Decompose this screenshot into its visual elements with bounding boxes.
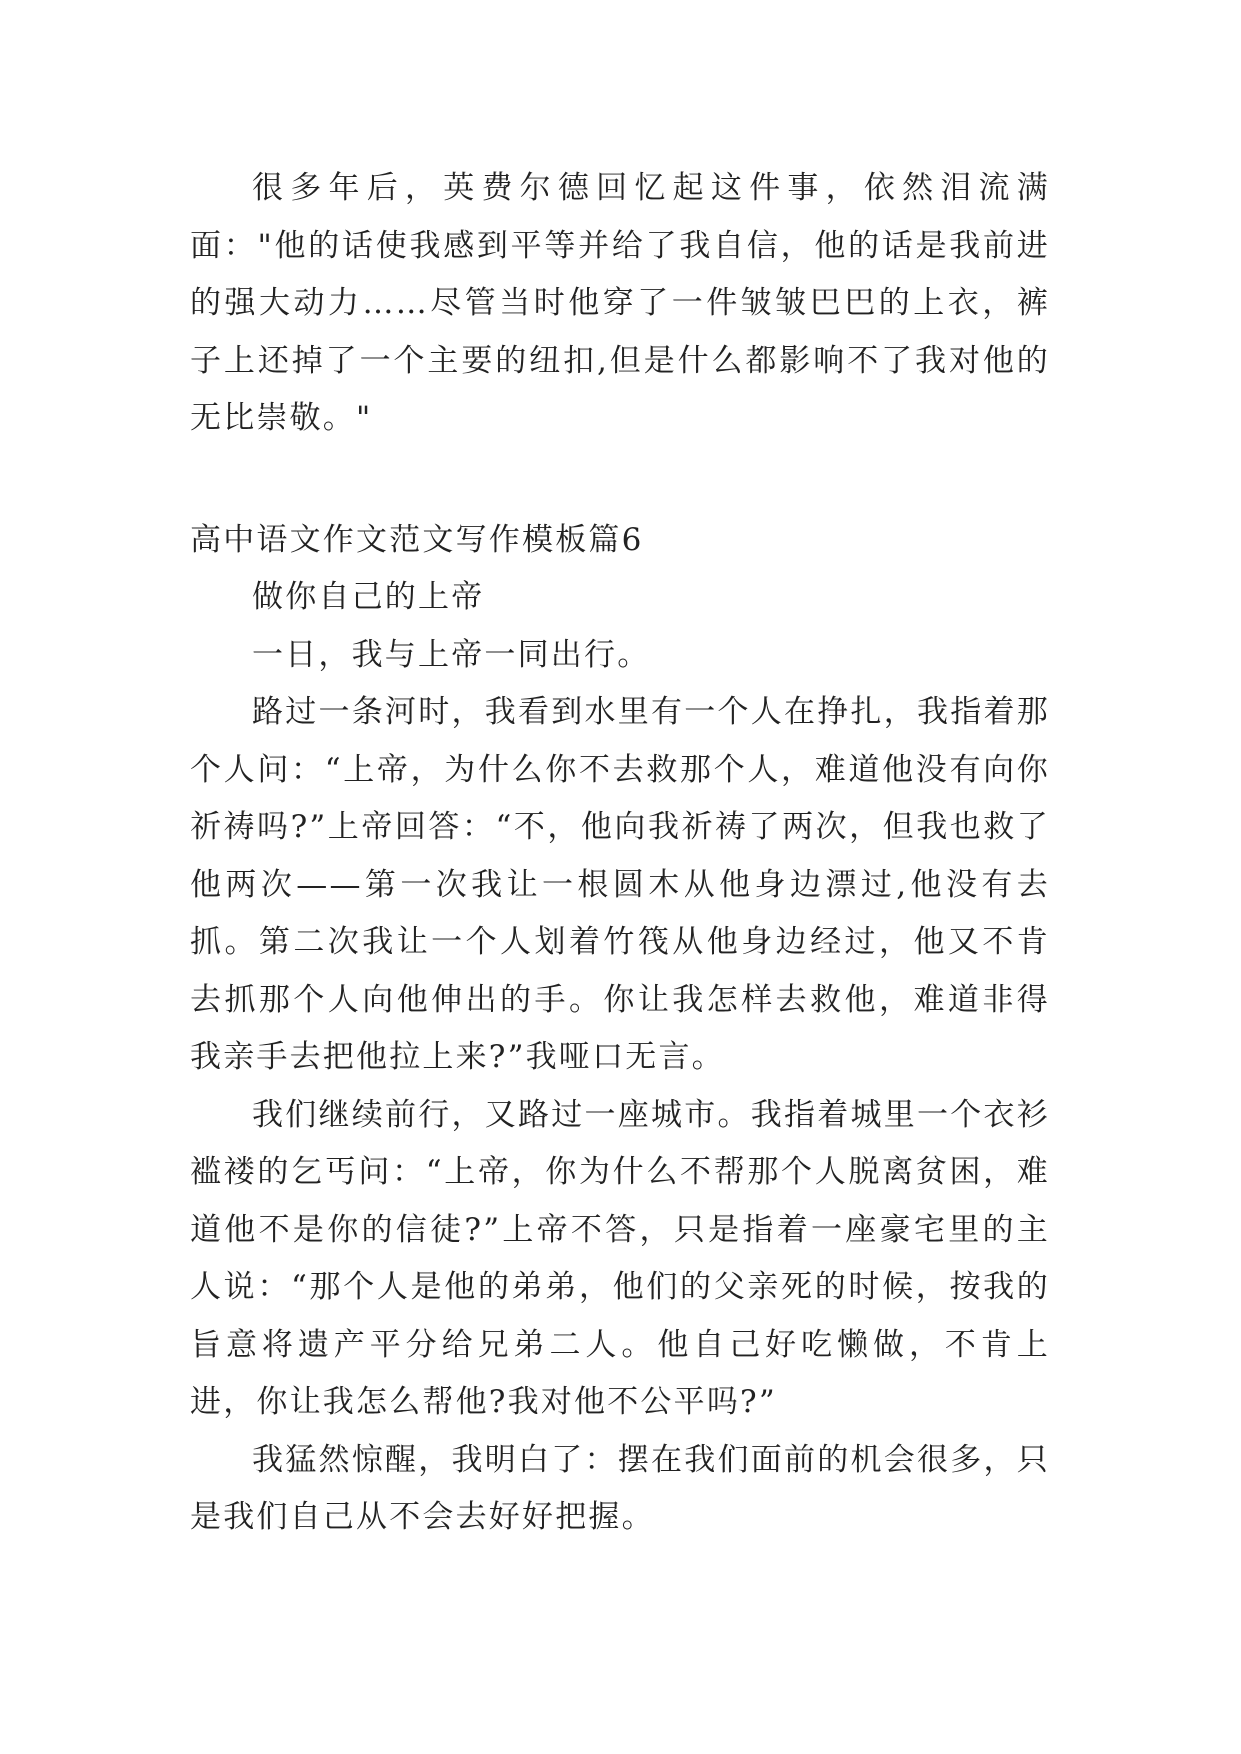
paragraph-4: 我猛然惊醒，我明白了：摆在我们面前的机会很多，只是我们自己从不会去好好把握。 xyxy=(190,1441,1050,1535)
paragraph-recollection: 很多年后，英费尔德回忆起这件事，依然泪流满面："他的话使我感到平等并给了我自信，他的话是我前进的强大动力……尽管当时他穿了一件皱皱巴巴的上衣，裤子上还掉了一个主要的纽扣,但是什么都影响不了我对他的无比崇敬。" xyxy=(190,170,1050,436)
paragraph-1: 一日，我与上帝一同出行。 xyxy=(252,636,651,673)
section-spacer xyxy=(190,448,1050,512)
section-heading: 高中语文作文范文写作模板篇6 xyxy=(190,521,644,558)
document-body xyxy=(190,160,1050,1547)
paragraph-2: 路过一条河时，我看到水里有一个人在挣扎，我指着那个人问：“上帝，为什么你不去救那个人，难道他没有向你祈祷吗?”上帝回答：“不，他向我祈祷了两次，但我也救了他两次——第一次我让一根圆木从他身边漂过,他没有去抓。第二次我让一个人划着竹筏从他身边经过，他又不肯去抓那个人向他伸出的手。你让我怎样去救他，难道非得我亲手去把他拉上来?”我哑口无言。 xyxy=(190,694,1050,1075)
essay-title: 做你自己的上帝 xyxy=(252,579,485,615)
paragraph-3: 我们继续前行，又路过一座城市。我指着城里一个衣衫褴褛的乞丐问：“上帝，你为什么不帮那个人脱离贫困，难道他不是你的信徒?”上帝不答，只是指着一座豪宅里的主人说：“那个人是他的弟弟，他们的父亲死的时候，按我的旨意将遗产平分给兄弟二人。他自己好吃懒做，不肯上进，你让我怎么帮他?我对他不公平吗?” xyxy=(190,1096,1050,1420)
